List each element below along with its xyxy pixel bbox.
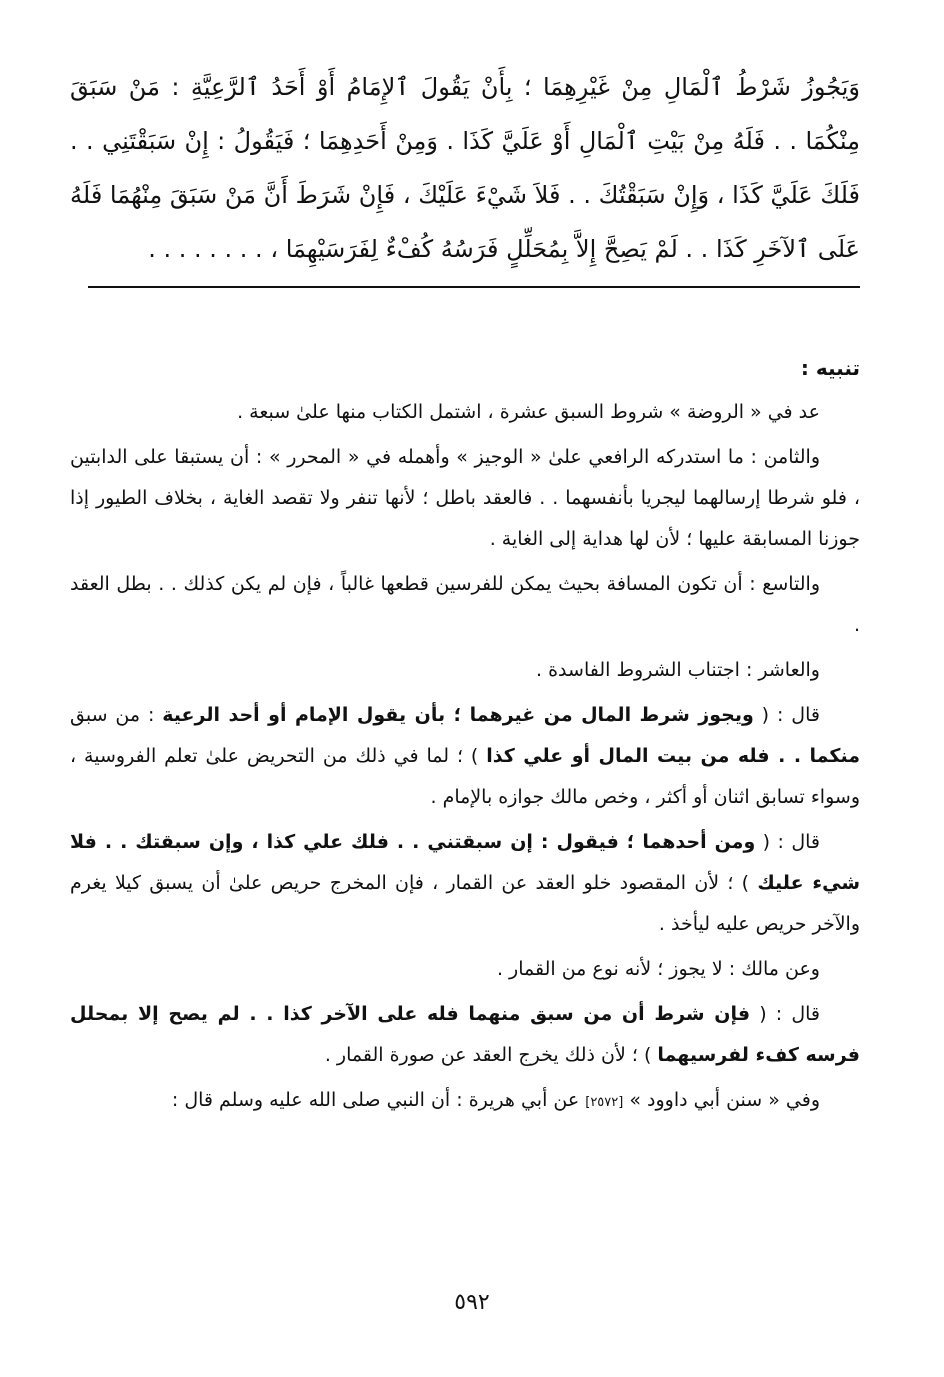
matn-text: وَيَجُوزُ شَرْطُ ٱلْمَالِ مِنْ غَيْرِهِمَا ؛ بِأَنْ يَقُولَ ٱلإِمَامُ أَوْ أَحَدُ ٱلرَّعِيَّةِ : مَنْ سَبَقَ مِنْكُمَا . . فَلَهُ مِنْ بَيْتِ ٱلْمَالِ أَوْ عَلَيَّ كَذَا . وَمِنْ أَحَدِهِمَا ؛ فَيَقُولُ : إِنْ سَبَقْتَنِي . . فَلَكَ عَلَيَّ كَذَا ، وَإِنْ سَبَقْتُكَ . . فَلاَ شَيْءَ عَلَيْكَ ، فَإِنْ شَرَطَ أَنَّ مَنْ سَبَقَ مِنْهُمَا فَلَهُ عَلَى ٱلآخَرِ كَذَا . . لَمْ يَصِحَّ إِلاَّ بِمُحَلِّلٍ فَرَسُهُ كُفْءٌ لِفَرَسَيْهِمَا ، . . . . . . . . — [70, 73, 860, 263]
hadith-reference: [٢٥٧٢] — [585, 1095, 624, 1110]
section-heading: تنبيه : — [800, 356, 860, 380]
p5-quote-2: منكما . . فله من بيت المال أو علي كذا — [486, 745, 860, 767]
paragraph-9 — [70, 1080, 860, 1123]
p6-quote: ومن أحدهما ؛ فيقول : إن سبقتني . . فلك علي كذا ، وإن سبقتك . . فلا شيء عليك — [70, 831, 860, 894]
p5-quote-1: ويجوز شرط المال من غيرهما ؛ بأن يقول الإمام أو أحد الرعية — [162, 704, 754, 726]
p9-lead: وفي « سنن أبي داوود » — [623, 1089, 820, 1111]
paragraph-6 — [70, 822, 860, 945]
page-body — [70, 60, 860, 1127]
paragraph-4: والعاشر : اجتناب الشروط الفاسدة . — [536, 659, 820, 681]
p5-mid: : من سبق — [70, 704, 163, 726]
p9-rest: عن أبي هريرة : أن النبي صلى الله عليه وسلم قال : — [171, 1089, 586, 1111]
p8-quote: فإن شرط أن من سبق منهما فله على الآخر كذا . . لم يصح إلا بمحلل فرسه كفء لفرسيهما — [70, 1003, 860, 1066]
paragraph-5 — [70, 695, 860, 818]
paragraph-2: والثامن : ما استدركه الرافعي علىٰ « الوجيز » وأهمله في « المحرر » : أن يستبقا على الدابتين ، فلو شرطا إرسالهما ليجريا بأنفسهما . . فالعقد باطل ؛ لأنها تنفر ولا تقصد الغاية ، بخلاف الطيور إذا جوزنا المسابقة عليها ؛ لأن لها هداية إلى الغاية . — [70, 446, 860, 550]
commentary — [70, 356, 860, 1123]
paragraph-7: وعن مالك : لا يجوز ؛ لأنه نوع من القمار . — [496, 958, 820, 980]
paragraph-1: عد في « الروضة » شروط السبق عشرة ، اشتمل الكتاب منها علىٰ سبعة . — [237, 401, 820, 423]
p6-lead: قال : ( — [755, 831, 821, 853]
separator-rule — [88, 286, 860, 288]
p6-rest: ) ؛ لأن المقصود خلو العقد عن القمار ، فإن المخرج حريص علىٰ أن يسبق كيلا يغرم والآخر حريص عليه ليأخذ . — [70, 872, 860, 935]
p8-lead: قال : ( — [750, 1003, 820, 1025]
page-number: ٥٩٢ — [454, 1290, 490, 1315]
p5-lead: قال : ( — [753, 704, 820, 726]
p5-rest: ) ؛ لما في ذلك من التحريض علىٰ تعلم الفروسية ، وسواء تسابق اثنان أو أكثر ، وخص مالك جوازه بالإمام . — [70, 745, 860, 808]
p8-rest: ) ؛ لأن ذلك يخرج العقد عن صورة القمار . — [324, 1044, 658, 1066]
paragraph-3: والتاسع : أن تكون المسافة بحيث يمكن للفرسين قطعها غالباً ، فإن لم يكن كذلك . . بطل العقد . — [70, 573, 860, 636]
paragraph-8 — [70, 994, 860, 1076]
